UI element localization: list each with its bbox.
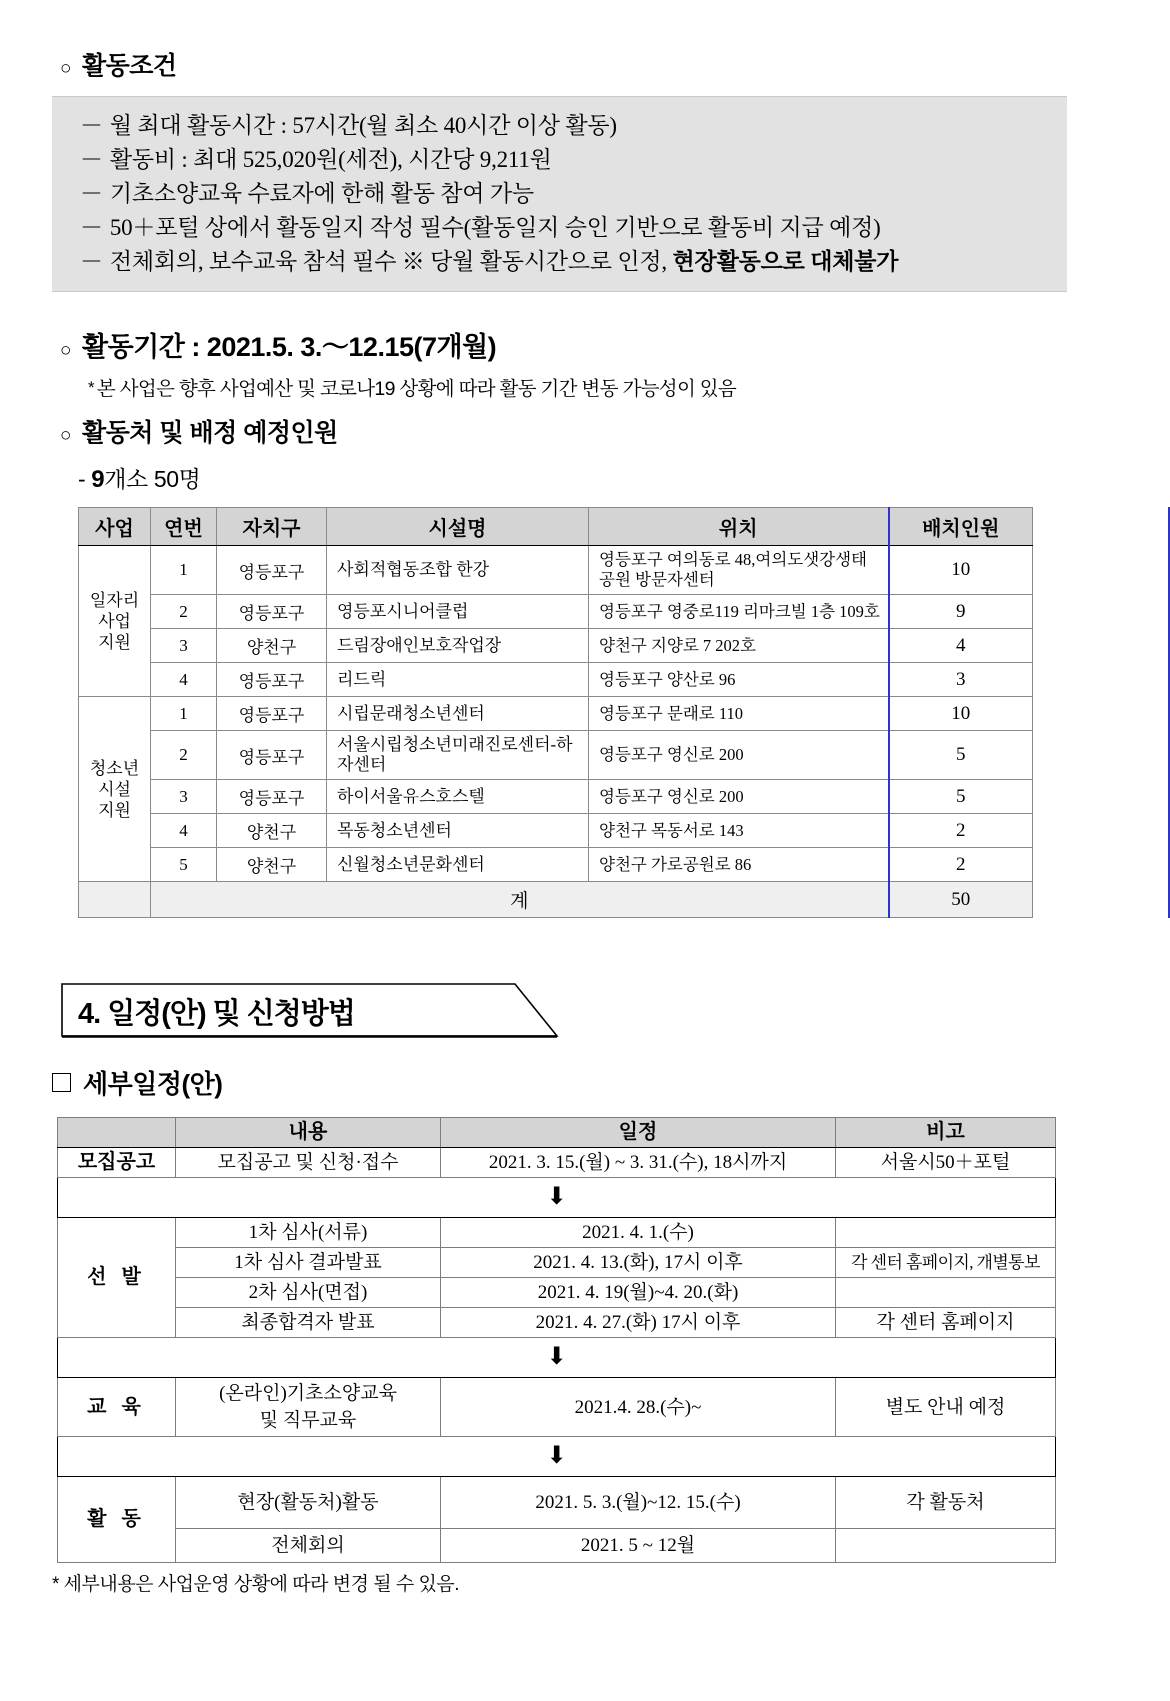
flow-arrow-row [58,1338,1056,1378]
cell-note: 각 센터 홈페이지, 개별통보 [836,1248,1056,1278]
flow-arrow-row [58,1437,1056,1477]
table-row [79,731,1033,780]
th-stage [58,1118,176,1148]
cell-content: 2차 심사(면접) [176,1278,441,1308]
schedule-footnote: * 세부내용은 사업운영 상황에 따라 변경 될 수 있음. [52,1574,459,1595]
cell-no: 2 [151,595,217,629]
cell-district: 양천구 [217,629,327,663]
activity-period-heading [60,325,1170,364]
table-row [58,1378,1056,1437]
table-row [58,1308,1056,1338]
table-row [79,595,1033,629]
schedule-table [57,1117,1056,1563]
table-row [79,663,1033,697]
cell-count: 5 [889,731,1033,780]
cell-schedule: 2021.4. 28.(수)~ [441,1378,836,1437]
cell-note: 각 센터 홈페이지 [836,1308,1056,1338]
asterisk-icon: * [88,378,94,397]
cell-facility: 하이서울유스호스텔 [327,780,589,814]
th-content: 내용 [176,1118,441,1148]
cell-content: 현장(활동처)활동 [176,1477,441,1529]
th-count: 배치인원 [889,508,1033,546]
cell-no: 3 [151,629,217,663]
activity-period-title: 활동기간 : 2021.5. 3.～12.15(7개월) [81,332,497,362]
cell-facility: 시립문래청소년센터 [327,697,589,731]
table-row [58,1248,1056,1278]
cell-no: 4 [151,663,217,697]
cell-no: 5 [151,848,217,882]
site-count: 9 [91,466,105,493]
cell-district: 영등포구 [217,663,327,697]
cell-schedule: 2021. 4. 13.(화), 17시 이후 [441,1248,836,1278]
cell-no: 1 [151,697,217,731]
section4-banner [60,982,560,1038]
cell-facility: 목동청소년센터 [327,814,589,848]
down-arrow-icon: ⬇ [546,1342,567,1370]
th-note: 비고 [836,1118,1056,1148]
cell-note: 별도 안내 예정 [836,1378,1056,1437]
th-no: 연번 [151,508,217,546]
th-facility: 시설명 [327,508,589,546]
stage-label-activity: 활 동 [58,1477,176,1563]
condition-item-last: － 전체회의, 보수교육 참석 필수 ※ 당월 활동시간으로 인정, 현장활동으로 대체불가 [80,249,899,274]
cell-content: (온라인)기초소양교육 및 직무교육 [176,1378,441,1437]
cell-no: 1 [151,546,217,595]
detail-schedule-title: 세부일정(안) [83,1069,223,1099]
stage-label-education: 교 육 [58,1378,176,1437]
table-row [79,629,1033,663]
cell-district: 영등포구 [217,731,327,780]
cell-count: 9 [889,595,1033,629]
placement-title: 활동처 및 배정 예정인원 [81,419,338,447]
th-location: 위치 [589,508,889,546]
cell-note [836,1278,1056,1308]
stage-label-recruit: 모집공고 [58,1148,176,1178]
cell-facility: 신월청소년문화센터 [327,848,589,882]
table-row [79,848,1033,882]
cell-note: 각 활동처 [836,1477,1056,1529]
facility-total-row [79,882,1033,918]
cell-count: 10 [889,546,1033,595]
cell-count: 2 [889,848,1033,882]
cell-count: 3 [889,663,1033,697]
condition-item: － 50＋포털 상에서 활동일지 작성 필수(활동일지 승인 기반으로 활동비 지급 예정) [80,215,881,240]
table-row [58,1148,1056,1178]
activity-conditions-heading [60,46,1170,82]
cell-location: 양천구 지양로 7 202호 [589,629,889,663]
dash-marker: - [78,466,86,492]
flow-arrow-cell [58,1178,1056,1218]
cell-facility: 서울시립청소년미래진로센터-하자센터 [327,731,589,780]
cell-facility: 영등포시니어클럽 [327,595,589,629]
down-arrow-icon: ⬇ [546,1441,567,1469]
placement-subline [78,461,1170,494]
square-bullet-icon [52,1073,71,1092]
cell-note [836,1529,1056,1563]
cell-content: 1차 심사(서류) [176,1218,441,1248]
table-row [79,697,1033,731]
facility-header-row [79,508,1033,546]
cell-content: 전체회의 [176,1529,441,1563]
cell-district: 양천구 [217,814,327,848]
cell-schedule: 2021. 4. 1.(수) [441,1218,836,1248]
cell-location: 영등포구 영중로119 리마크빌 1층 109호 [589,595,889,629]
section4-title: 4. 일정(안) 및 신청방법 [78,998,355,1030]
facility-table-wrap [78,507,1170,918]
cell-location: 양천구 가로공원로 86 [589,848,889,882]
cell-no: 2 [151,731,217,780]
cell-location: 영등포구 여의동로 48,여의도샛강생태공원 방문자센터 [589,546,889,595]
detail-schedule-heading [52,1064,1170,1101]
cell-district: 양천구 [217,848,327,882]
condition-item: － 활동비 : 최대 525,020원(세전), 시간당 9,211원 [80,147,552,172]
table-row [58,1477,1056,1529]
table-row [79,546,1033,595]
bullet-circle-icon: ○ [60,340,71,361]
cell-content: 1차 심사 결과발표 [176,1248,441,1278]
th-business: 사업 [79,508,151,546]
schedule-header-row [58,1118,1056,1148]
activity-conditions-title: 활동조건 [81,52,177,80]
th-schedule: 일정 [441,1118,836,1148]
total-spacer [79,882,151,918]
activity-period-note: * 본 사업은 향후 사업예산 및 코로나19 상황에 따라 활동 기간 변동 가능성이 있음 [88,378,737,400]
table-row [79,814,1033,848]
cell-schedule: 2021. 5. 3.(월)~12. 15.(수) [441,1477,836,1529]
facility-table [78,507,1033,918]
cell-no: 3 [151,780,217,814]
cell-facility: 드림장애인보호작업장 [327,629,589,663]
bullet-circle-icon: ○ [60,425,71,446]
cell-district: 영등포구 [217,546,327,595]
cell-count: 10 [889,697,1033,731]
cell-district: 영등포구 [217,780,327,814]
cell-count: 2 [889,814,1033,848]
cell-location: 영등포구 영신로 200 [589,731,889,780]
total-count: 50 [889,882,1033,918]
group-label-youth: 청소년 시설 지원 [79,697,151,882]
flow-arrow-cell [58,1338,1056,1378]
cell-location: 영등포구 양산로 96 [589,663,889,697]
cell-schedule: 2021. 4. 27.(화) 17시 이후 [441,1308,836,1338]
cell-content: 최종합격자 발표 [176,1308,441,1338]
cell-facility: 리드릭 [327,663,589,697]
schedule-table-wrap [57,1117,1170,1563]
document-page [0,46,1170,1701]
cell-schedule: 2021. 3. 15.(월) ~ 3. 31.(수), 18시까지 [441,1148,836,1178]
cell-location: 양천구 목동서로 143 [589,814,889,848]
placement-heading [60,413,1170,449]
cell-note: 서울시50＋포털 [836,1148,1056,1178]
cell-count: 4 [889,629,1033,663]
cell-note [836,1218,1056,1248]
cell-count: 5 [889,780,1033,814]
stage-label-selection: 선 발 [58,1218,176,1338]
th-district: 자치구 [217,508,327,546]
site-count-rest: 개소 50명 [104,466,201,492]
bullet-circle-icon: ○ [60,58,71,79]
down-arrow-icon: ⬇ [546,1182,567,1210]
cell-no: 4 [151,814,217,848]
flow-arrow-row [58,1178,1056,1218]
cell-facility: 사회적협동조합 한강 [327,546,589,595]
table-row [58,1278,1056,1308]
activity-conditions-box [52,96,1067,292]
cell-district: 영등포구 [217,697,327,731]
cell-schedule: 2021. 5 ~ 12월 [441,1529,836,1563]
cell-schedule: 2021. 4. 19(월)~4. 20.(화) [441,1278,836,1308]
cell-location: 영등포구 영신로 200 [589,780,889,814]
total-label: 계 [151,882,889,918]
cell-district: 영등포구 [217,595,327,629]
condition-emphasis: 현장활동으로 대체불가 [672,249,899,274]
table-row [58,1218,1056,1248]
condition-item: － 월 최대 활동시간 : 57시간(월 최소 40시간 이상 활동) [80,113,617,138]
condition-item: － 기초소양교육 수료자에 한해 활동 참여 가능 [80,181,534,206]
table-row [79,780,1033,814]
cell-content: 모집공고 및 신청·접수 [176,1148,441,1178]
cell-location: 영등포구 문래로 110 [589,697,889,731]
group-label-jobs: 일자리 사업 지원 [79,546,151,697]
table-row [58,1529,1056,1563]
flow-arrow-cell [58,1437,1056,1477]
